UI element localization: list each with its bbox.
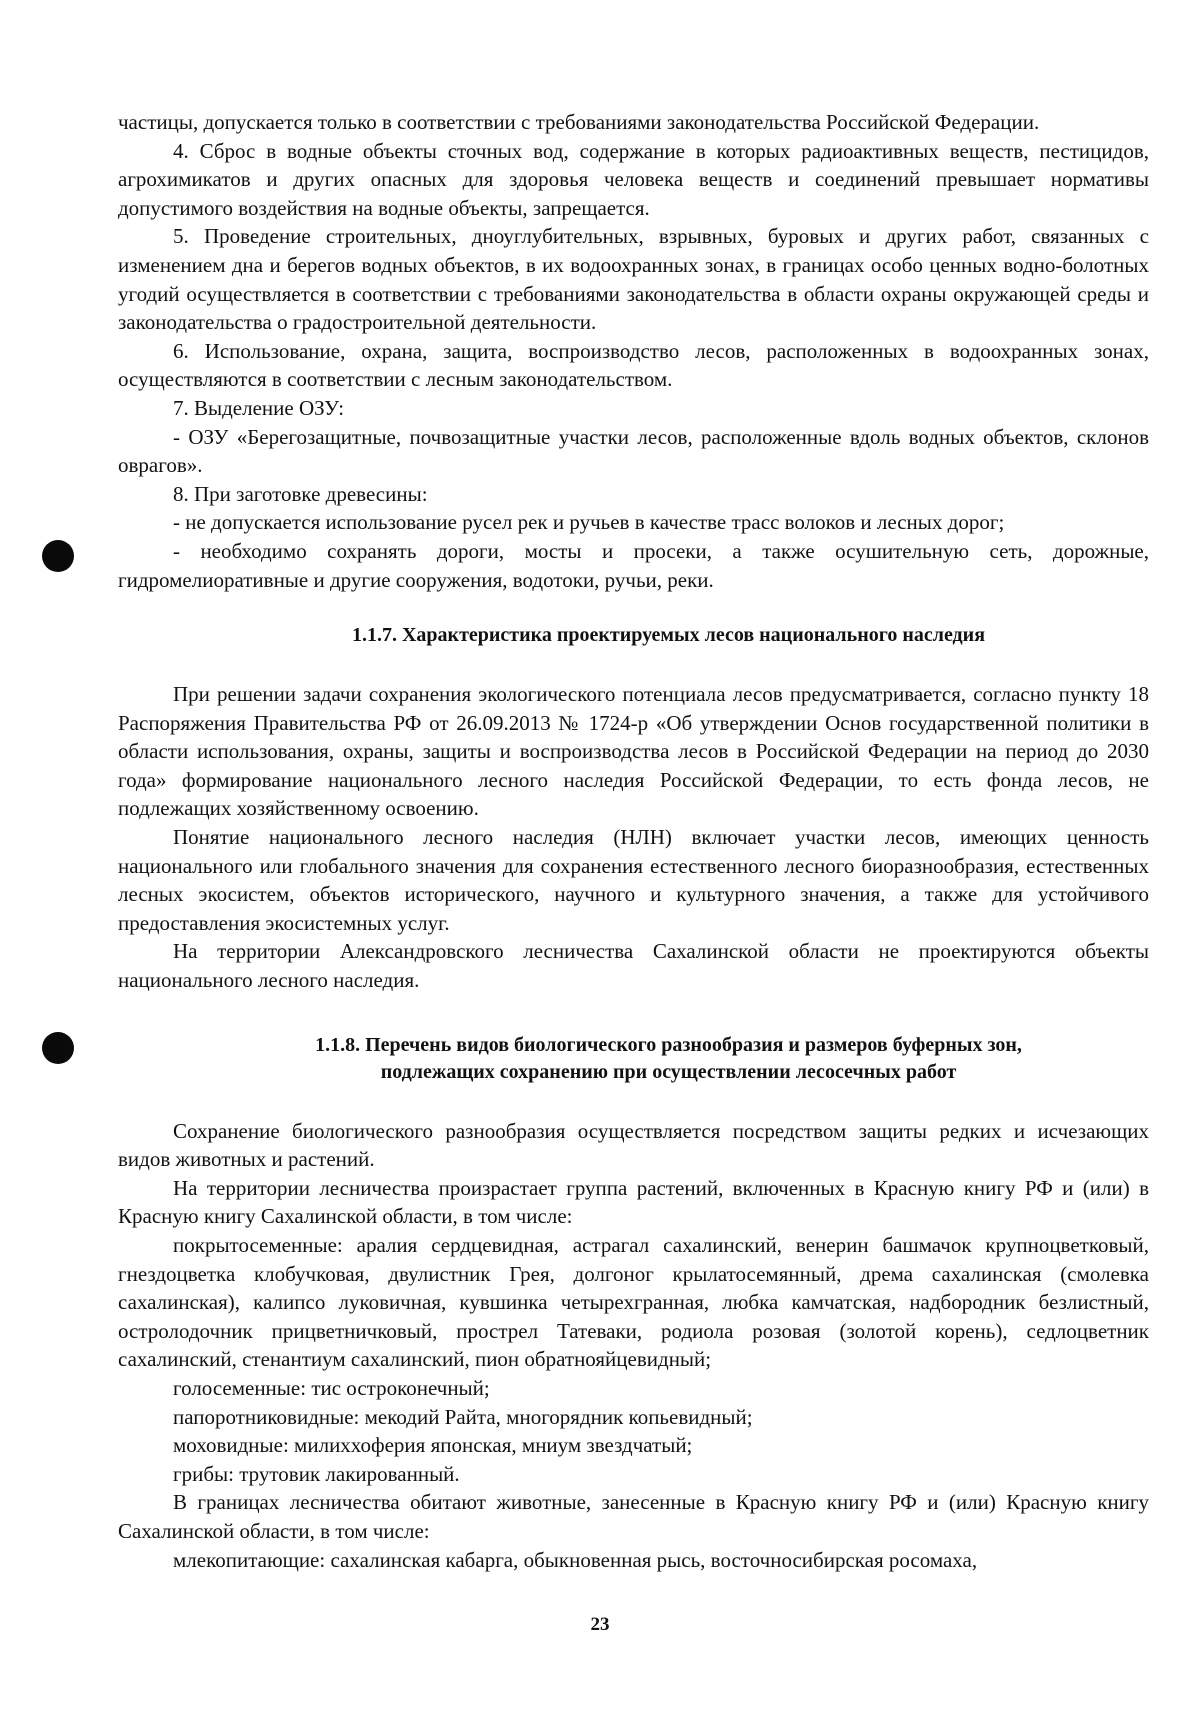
- paragraph: 7. Выделение ОЗУ:: [173, 395, 345, 420]
- paragraph: голосеменные: тис остроконечный;: [173, 1375, 490, 1400]
- paragraph: моховидные: милиххоферия японская, мниум звездчатый;: [173, 1433, 693, 1458]
- paragraph: На территории Александровского лесничества Сахалинской области не проектируются объекты национального лесного наследия.: [118, 939, 1149, 993]
- paragraph: 6. Использование, охрана, защита, воспроизводство лесов, расположенных в водоохранных зонах, осуществляются в соответствии с лесным законодательством.: [118, 338, 1149, 392]
- page-number: 23: [590, 1614, 610, 1635]
- paragraph: На территории лесничества произрастает группа растений, включенных в Красную книгу РФ и (или) в Красную книгу Сахалинской области, в том числе:: [118, 1175, 1149, 1229]
- section-heading-1-1-7: 1.1.7. Характеристика проектируемых лесов национального наследия: [351, 624, 986, 647]
- heading-line: подлежащих сохранению при осуществлении лесосечных работ: [380, 1060, 957, 1083]
- paragraph: - не допускается использование русел рек и ручьев в качестве трасс волоков и лесных дорог;: [173, 510, 1005, 535]
- page-content: [118, 108, 1149, 1574]
- paragraph: 8. При заготовке древесины:: [173, 481, 428, 506]
- punch-hole-top: [42, 540, 74, 572]
- paragraph: - необходимо сохранять дороги, мосты и просеки, а также осушительную сеть, дорожные, гидромелиоративные и другие сооружения, водотоки, ручьи, реки.: [118, 538, 1149, 592]
- paragraph: При решении задачи сохранения экологического потенциала лесов предусматривается, согласно пункту 18 Распоряжения Правительства РФ от 26.09.2013 № 1724-р «Об утверждении Основ государственной политики в области использования, охраны, защиты и воспроизводства лесов в Российской Федерации на период до 2030 года» формирование национального лесного наследия Российской Федерации, то есть фонда лесов, не подлежащих хозяйственному освоению.: [118, 682, 1149, 821]
- paragraph: 4. Сброс в водные объекты сточных вод, содержание в которых радиоактивных веществ, пестицидов, агрохимикатов и других опасных для здоровья человека веществ и соединений превышает нормативы допустимого воздействия на водные объекты, запрещается.: [118, 138, 1149, 220]
- paragraph: 5. Проведение строительных, дноуглубительных, взрывных, буровых и других работ, связанных с изменением дна и берегов водных объектов, в их водоохранных зонах, в границах особо ценных водно-болотных угодий осуществляется в соответствии с требованиями законодательства в области охраны окружающей среды и законодательства о градостроительной деятельности.: [118, 224, 1149, 335]
- paragraph: грибы: трутовик лакированный.: [173, 1461, 460, 1486]
- section-heading-1-1-8: [188, 1032, 1149, 1086]
- heading-line: 1.1.8. Перечень видов биологического разнообразия и размеров буферных зон,: [315, 1033, 1022, 1056]
- paragraph: Понятие национального лесного наследия (НЛН) включает участки лесов, имеющих ценность национального или глобального значения для сохранения естественного лесного биоразнообразия, естественных лесных экосистем, объектов исторического, научного и культурного значения, а также для устойчивого предоставления экосистемных услуг.: [118, 825, 1149, 935]
- paragraph: В границах лесничества обитают животные, занесенные в Красную книгу РФ и (или) Красную книгу Сахалинской области, в том числе:: [118, 1490, 1149, 1543]
- paragraph: Сохранение биологического разнообразия осуществляется посредством защиты редких и исчезающих видов животных и растений.: [118, 1118, 1149, 1172]
- paragraph: папоротниковидные: мекодий Райта, многорядник копьевидный;: [173, 1404, 753, 1429]
- paragraph: покрытосеменные: аралия сердцевидная, астрагал сахалинский, венерин башмачок крупноцветковый, гнездоцветка клобучковая, двулистник Грея, долгоног крылатосемянный, дрема сахалинская (смолевка сахалинская), калипсо луковичная, кувшинка четырехгранная, любка камчатская, надбородник безлистный, остролодочник прицветничковый, прострел Татеваки, родиола розовая (золотой корень), седлоцветник сахалинский, стенантиум сахалинский, пион обратнояйцевидный;: [118, 1233, 1149, 1372]
- punch-hole-bottom: [42, 1032, 74, 1064]
- paragraph: частицы, допускается только в соответствии с требованиями законодательства Российской Федерации.: [118, 110, 1040, 134]
- paragraph: млекопитающие: сахалинская кабарга, обыкновенная рысь, восточносибирская росомаха,: [173, 1547, 978, 1572]
- paragraph: - ОЗУ «Берегозащитные, почвозащитные участки лесов, расположенные вдоль водных объектов, склонов оврагов».: [118, 424, 1149, 478]
